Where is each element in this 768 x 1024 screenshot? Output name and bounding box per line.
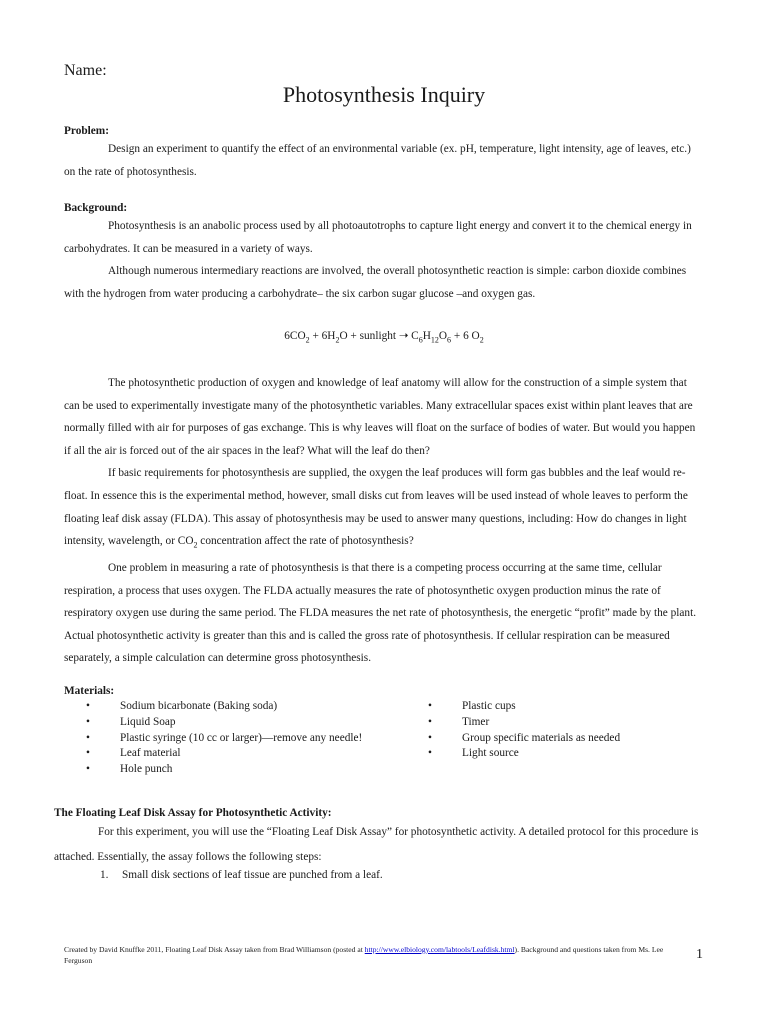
step-item xyxy=(100,869,383,881)
body-section xyxy=(64,372,704,670)
footer-credit-text-end: ). Background and questions taken from Ms. Lee Ferguson xyxy=(64,945,664,965)
list-item: • Plastic syringe (10 cc or larger)—remove any needle! xyxy=(86,731,386,747)
eq-c-sub: 6 xyxy=(418,335,423,345)
body-p4-text-a: If basic requirements for photosynthesis are supplied, the oxygen the leaf produces will form gas bubbles and the leaf would re-float. In essence this is the experimental method, however, small disks cut from leaves will be used instead of whole leaves to perform the floating leaf disk assay (FLDA). This assay of photosynthesis may be used to answer many questions, including: How do changes in light intensity, wavelength, or CO xyxy=(64,467,688,548)
background-section xyxy=(64,201,704,305)
eq-co2-sub: 2 xyxy=(305,335,310,345)
eq-o-sub: 6 xyxy=(447,335,452,345)
list-item: • Group specific materials as needed xyxy=(428,731,708,747)
body-paragraph-4 xyxy=(64,462,704,557)
materials-list-right xyxy=(428,699,708,762)
flda-text: For this experiment, you will use the “Floating Leaf Disk Assay” for photosynthetic activity. A detailed protocol for this procedure is attached. Essentially, the assay follows the following steps: xyxy=(54,826,699,863)
list-item: • Plastic cups xyxy=(428,699,708,715)
step-text: Small disk sections of leaf tissue are punched from a leaf. xyxy=(122,869,383,881)
name-label: Name: xyxy=(64,62,107,79)
background-paragraph-1: Photosynthesis is an anabolic process used by all photoautotrophs to capture light energy and convert it to the chemical energy in carbohydrates. It can be measured in a variety of ways. xyxy=(64,220,692,255)
problem-text: Design an experiment to quantify the effect of an environmental variable (ex. pH, temperature, light intensity, age of leaves, etc.) on the rate of photosynthesis. xyxy=(64,143,691,178)
page-title: Photosynthesis Inquiry xyxy=(282,82,486,107)
body-p4-sub: 2 xyxy=(193,540,198,550)
eq-co2: 6CO xyxy=(284,330,306,342)
step-number: 1. xyxy=(100,869,109,881)
background-heading: Background: xyxy=(64,202,128,214)
page-number: 1 xyxy=(696,947,703,962)
eq-h-sub: 12 xyxy=(430,335,439,345)
materials-heading: Materials: xyxy=(64,685,115,697)
problem-section xyxy=(64,124,704,183)
list-item: • Hole punch xyxy=(86,762,386,778)
flda-heading: The Floating Leaf Disk Assay for Photosynthetic Activity: xyxy=(54,807,332,819)
problem-heading: Problem: xyxy=(64,125,109,137)
eq-sunlight: O + sunlight xyxy=(339,330,399,342)
list-item: • Liquid Soap xyxy=(86,715,386,731)
eq-plus-water: + 6H xyxy=(309,330,336,342)
eq-glucose-h: H xyxy=(422,330,431,342)
eq-o2-sub: 2 xyxy=(479,335,484,345)
materials-list-left xyxy=(86,699,386,778)
body-paragraph-3: The photosynthetic production of oxygen and knowledge of leaf anatomy will allow for the construction of a simple system that can be used to experimentally investigate many of the photosynthetic variables. Many extracellular spaces exist within plant leaves that are normally filled with air for purposes of gas exchange. This is why leaves will float on the surface of bodies of water. But would you happen if all the air is forced out of the air spaces in the leaf? What will the leaf do then? xyxy=(64,377,696,457)
arrow-icon: ➝ xyxy=(398,330,409,342)
list-item: • Timer xyxy=(428,715,708,731)
eq-glucose-o: O xyxy=(438,330,448,342)
list-item: • Leaf material xyxy=(86,746,386,762)
footer-link[interactable]: http://www.elbiology.com/labtools/Leafdisk.html xyxy=(364,945,515,954)
list-item: • Sodium bicarbonate (Baking soda) xyxy=(86,699,386,715)
footer-credit-text: Created by David Knuffke 2011, Floating Leaf Disk Assay taken from Brad Williamson (posted at xyxy=(64,945,365,954)
body-p4-text-b: concentration affect the rate of photosynthesis? xyxy=(197,535,414,548)
eq-oxygen: + 6 O xyxy=(451,330,480,342)
eq-glucose-c: C xyxy=(408,330,419,342)
body-paragraph-5: One problem in measuring a rate of photosynthesis is that there is a competing process occurring at the same time, cellular respiration, a process that uses oxygen. The FLDA actually measures the rate of photosynthetic oxygen production minus the rate of respiratory oxygen use during the same period. The FLDA measures the net rate of photosynthesis, the energetic “profit” made by the plant. Actual photosynthetic activity is greater than this and is called the gross rate of photosynthesis. If cellular respiration can be measured separately, a simple calculation can determine gross photosynthesis. xyxy=(64,562,697,665)
footer-credit xyxy=(64,945,684,966)
photosynthesis-equation xyxy=(0,329,768,344)
background-paragraph-2: Although numerous intermediary reactions are involved, the overall photosynthetic reaction is simple: carbon dioxide combines with the hydrogen from water producing a carbohydrate– the six carbon sugar glucose –and oxygen gas. xyxy=(64,265,687,300)
list-item: • Light source xyxy=(428,746,708,762)
eq-h2o-sub: 2 xyxy=(335,335,340,345)
